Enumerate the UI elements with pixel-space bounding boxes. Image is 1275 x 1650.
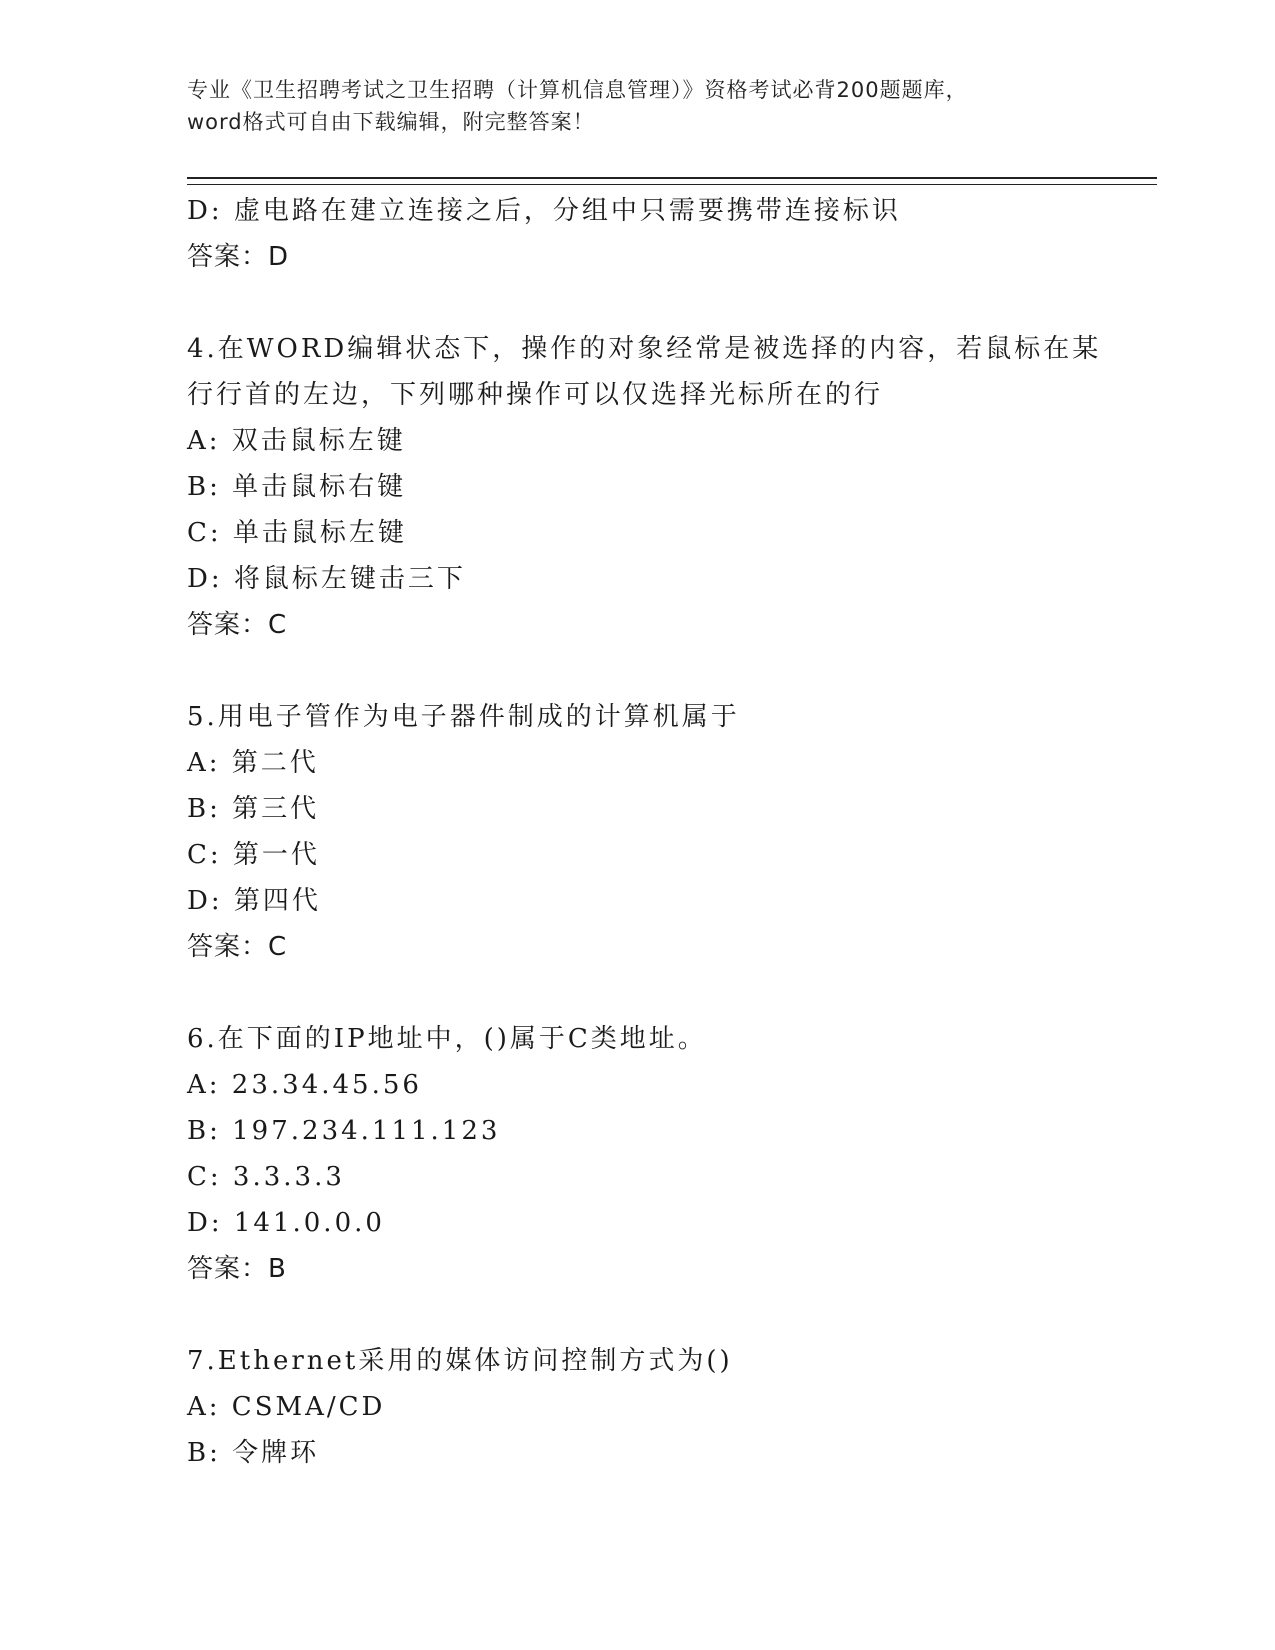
question-4-stem-line-1: 4.在WORD编辑状态下，操作的对象经常是被选择的内容，若鼠标在某: [187, 334, 1102, 364]
question-4-answer: 答案：C: [187, 610, 288, 640]
question-6-option-c: C: 3.3.3.3: [187, 1162, 345, 1192]
question-5-option-b: B: 第三代: [187, 794, 320, 824]
question-5-option-a: A: 第二代: [187, 748, 319, 778]
header-divider: [187, 177, 1157, 185]
question-6-answer: 答案：B: [187, 1254, 287, 1284]
question-6-stem: 6.在下面的IP地址中，()属于C类地址。: [187, 1024, 707, 1054]
question-7: [187, 1338, 1087, 1476]
document-header: [187, 74, 1087, 138]
question-6-option-a: A: 23.34.45.56: [187, 1070, 422, 1100]
question-4-option-b: B: 单击鼠标右键: [187, 472, 407, 502]
question-7-option-a: A: CSMA/CD: [187, 1392, 386, 1422]
question-6-option-d: D: 141.0.0.0: [187, 1208, 385, 1238]
question-5-option-c: C: 第一代: [187, 840, 320, 870]
prev-answer: 答案：D: [187, 242, 290, 272]
question-7-stem: 7.Ethernet采用的媒体访问控制方式为(): [187, 1346, 733, 1376]
question-5-stem: 5.用电子管作为电子器件制成的计算机属于: [187, 702, 740, 732]
header-title-line-1: 专业《卫生招聘考试之卫生招聘（计算机信息管理）》资格考试必背200题题库，: [187, 78, 968, 102]
question-6: [187, 1016, 1087, 1292]
question-5-option-d: D: 第四代: [187, 886, 321, 916]
question-6-option-b: B: 197.234.111.123: [187, 1116, 501, 1146]
prev-option-d: D: 虚电路在建立连接之后，分组中只需要携带连接标识: [187, 196, 901, 226]
question-4: [187, 326, 1102, 648]
question-4-stem-line-2: 行行首的左边，下列哪种操作可以仅选择光标所在的行: [187, 380, 884, 410]
header-title-line-2: word格式可自由下载编辑，附完整答案！: [187, 110, 595, 134]
question-4-option-d: D: 将鼠标左键击三下: [187, 564, 466, 594]
question-5: [187, 694, 1087, 970]
question-5-answer: 答案：C: [187, 932, 288, 962]
question-list: [187, 188, 1102, 1476]
question-4-option-c: C: 单击鼠标左键: [187, 518, 407, 548]
question-7-option-b: B: 令牌环: [187, 1438, 320, 1468]
question-4-option-a: A: 双击鼠标左键: [187, 426, 406, 456]
